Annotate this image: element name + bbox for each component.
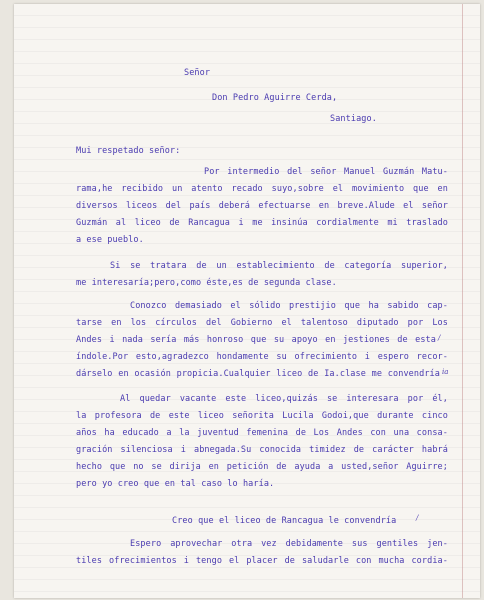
body-line: Por intermedio del señor Manuel Guzmán Matu- — [204, 167, 448, 177]
body-line: Conozco demasiado el sólido prestijio que ha sabido cap- — [130, 301, 448, 311]
salutation-name: Don Pedro Aguirre Cerda, — [212, 93, 338, 103]
body-line: diversos liceos del país deberá efectuarse en breve.Alude el señor — [76, 201, 448, 211]
body-line: dárselo en ocasión propicia.Cualquier liceo de Ia.clase me convendría — [76, 369, 440, 379]
body-line: Guzmán al liceo de Rancagua i me insinúa cordialmente mi traslado — [76, 218, 448, 228]
body-line: gración silenciosa i abnegada.Su conocida timidez de carácter habrá — [76, 445, 448, 455]
body-line: índole.Por esto,agradezco hondamente su ofrecimiento i espero recor- — [76, 352, 448, 362]
body-line: pero yo creo que en tal caso lo haría. — [76, 479, 275, 489]
body-line: años ha educado a la juventud femenina de Los Andes con una consa- — [76, 428, 448, 438]
body-line: a ese pueblo. — [76, 235, 144, 245]
body-line: Creo que el liceo de Rancagua le convendría — [172, 516, 397, 526]
page-margin-line — [462, 4, 463, 598]
body-line: Si se tratara de un establecimiento de categoría superior, — [110, 261, 448, 271]
handwritten-mark: / — [438, 334, 441, 342]
handwritten-mark: / — [416, 514, 419, 522]
body-line: la profesora de este liceo señorita Lucila Godoi,que durante cinco — [76, 411, 448, 421]
body-line: Andes i nada sería más honroso que su apoyo en jestiones de esta — [76, 335, 436, 345]
body-line: tarse en los círculos del Gobierno el talentoso diputado por Los — [76, 318, 448, 328]
body-line: Espero aprovechar otra vez debidamente sus gentiles jen- — [130, 539, 448, 549]
body-line: Al quedar vacante este liceo,quizás se interesara por él, — [120, 394, 448, 404]
body-line: me interesaría;pero,como éste,es de segunda clase. — [76, 278, 337, 288]
salutation-title: Señor — [184, 68, 211, 78]
salutation-city: Santiago. — [330, 114, 377, 124]
body-line: hecho que no se dirija en petición de ayuda a usted,señor Aguirre; — [76, 462, 448, 472]
greeting: Mui respetado señor: — [76, 146, 181, 156]
body-line: rama,he recibido un atento recado suyo,sobre el movimiento que en — [76, 184, 448, 194]
letter-page — [14, 4, 480, 598]
body-line: tiles ofrecimientos i tengo el placer de saludarle con mucha cordia- — [76, 556, 448, 566]
handwritten-mark: ia — [442, 368, 449, 376]
